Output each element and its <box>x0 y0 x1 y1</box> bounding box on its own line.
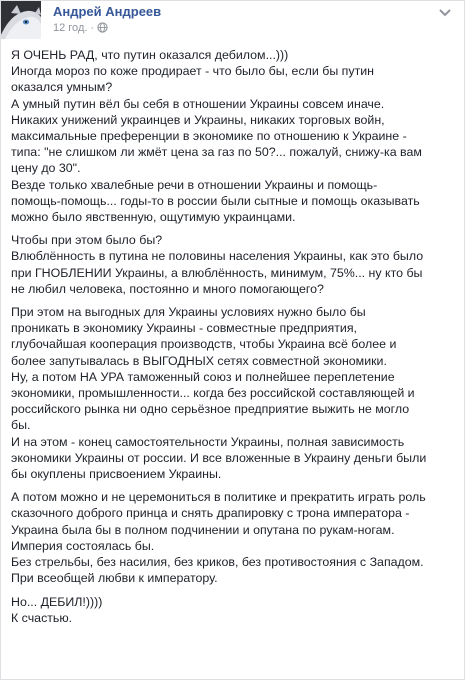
post-text <box>11 47 457 633</box>
post-text-line: экономики Украины от россии. И все вложенные в Украину деньги были <box>11 450 427 465</box>
post-text-line: Без стрельбы, без насилия, без криков, без противостояния с Западом. <box>11 555 424 570</box>
post-header <box>1 1 464 41</box>
globe-icon <box>97 22 108 33</box>
post-text-line: сказочного доброго принца и снять драпировку с трона императора - <box>11 506 410 521</box>
post-text-line: не любил человека, постоянно и много помогающего? <box>11 281 324 296</box>
post-paragraph <box>11 47 457 225</box>
post-paragraph <box>11 232 457 297</box>
post-text-line: глубочайшая кооперация производств, чтобы Украина всё более и <box>11 337 397 352</box>
post-paragraph <box>11 594 457 626</box>
post-text-line: при ГНОБЛЕНИИ Украины, а влюблённость, минимум, 75%... ну кто бы <box>11 265 423 280</box>
post-text-line: российского рынка ни одно серьёзное предприятие выжить не могло <box>11 402 410 417</box>
post-text-line: К счастью. <box>11 610 73 625</box>
post-text-line: можно было явственную, ощутимую украинцами. <box>11 210 296 225</box>
post-text-line: проникать в экономику Украины - совместные предприятия, <box>11 321 357 336</box>
post-text-line: бы окуплены присвоением Украины. <box>11 467 222 482</box>
post-text-line: А потом можно и не церемониться в политике и прекратить играть роль <box>11 490 426 505</box>
post-paragraph <box>11 304 457 482</box>
post-text-line: При всеобщей любви к императору. <box>11 571 218 586</box>
chevron-down-icon[interactable] <box>438 8 452 18</box>
post-text-line: Иногда мороз по коже продирает - что было бы, если бы путин <box>11 64 375 79</box>
post-text-line: экономики, промышленности... когда без российской составляющей и <box>11 386 415 401</box>
post-text-line: Никаких унижений украинцев и Украины, никаких торговых войн, <box>11 112 385 127</box>
post-text-line: бы. <box>11 418 31 433</box>
post-timestamp[interactable]: 12 год. <box>53 22 88 34</box>
post-meta <box>53 22 108 34</box>
meta-separator: · <box>90 22 95 34</box>
post-text-line: Везде только хвалебные речи в отношении Украины и помощь- <box>11 177 378 192</box>
post-text-line: Я ОЧЕНЬ РАД, что путин оказался дебилом...))) <box>11 48 289 62</box>
post-text-line: Влюблённость в путина не половины населения Украины, как это было <box>11 249 424 264</box>
post-text-line: помощь-помощь... годы-то в россии были сытные и помощь оказывать <box>11 193 420 208</box>
post-text-line: И на этом - конец самостоятельности Украины, полная зависимость <box>11 434 405 449</box>
post-text-line: оказался умным? <box>11 80 113 95</box>
post-paragraph <box>11 489 457 586</box>
avatar[interactable] <box>1 1 41 39</box>
post-text-line: более запутывалась в ВЫГОДНЫХ сетях совместной экономики. <box>11 353 387 368</box>
avatar-image <box>1 1 41 39</box>
post-text-line: Украина была бы в полном подчинении и опутана по рукам-ногам. <box>11 522 395 537</box>
post-text-line: Но... ДЕБИЛ!)))) <box>11 594 103 609</box>
post-text-line: А умный путин вёл бы себя в отношении Украины совсем иначе. <box>11 96 385 111</box>
post-text-line: максимальные преференции в экономике по отношению к Украине - <box>11 129 407 144</box>
post-text-line: типа: "не слишком ли жмёт цена за газ по 50?... пожалуй, снижу-ка вам <box>11 145 422 160</box>
author-name[interactable]: Андрей Андреев <box>53 4 162 19</box>
post-text-line: При этом на выгодных для Украины условиях нужно было бы <box>11 305 366 320</box>
post-text-line: Чтобы при этом было бы? <box>11 233 163 248</box>
post-text-line: Империя состоялась бы. <box>11 538 155 553</box>
post-text-line: Ну, а потом НА УРА таможенный союз и полнейшее переплетение <box>11 369 395 384</box>
post-text-line: цену до 30". <box>11 161 81 176</box>
